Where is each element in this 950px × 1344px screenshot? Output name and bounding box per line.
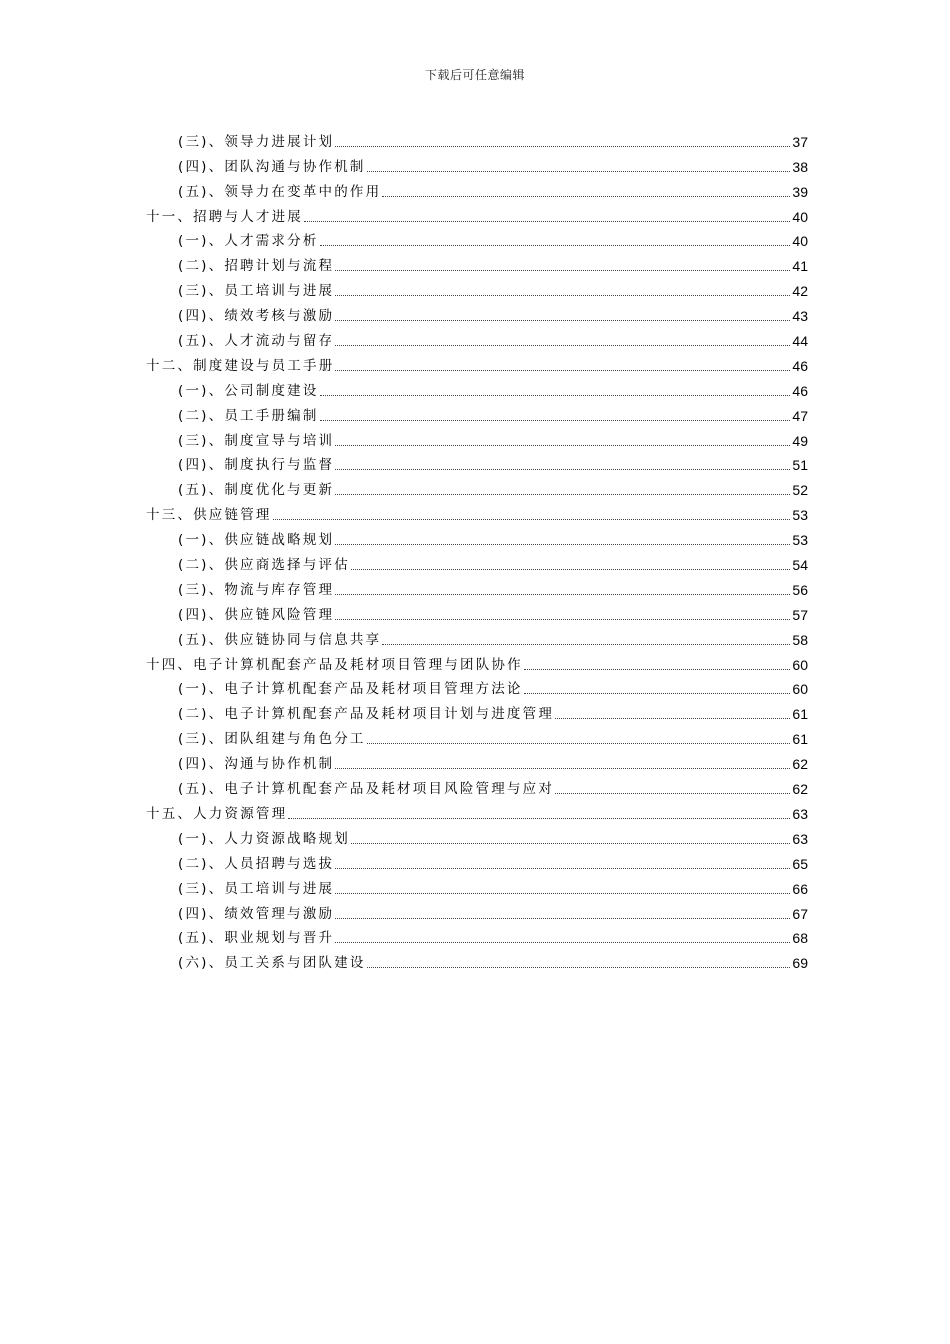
toc-entry[interactable] [146, 897, 808, 922]
toc-entry-page-number: 65 [792, 855, 808, 872]
toc-dot-leader [335, 344, 790, 346]
toc-dot-leader [335, 444, 790, 446]
toc-entry[interactable] [146, 125, 808, 150]
toc-entry-page-number: 61 [792, 706, 808, 723]
toc-entry[interactable] [146, 175, 808, 200]
toc-entry-page-number: 37 [792, 133, 808, 150]
toc-entry-title: (三)、领导力进展计划 [178, 133, 335, 150]
page-header: 下载后可任意编辑 [424, 68, 525, 82]
toc-entry[interactable] [146, 747, 808, 772]
toc-entry-page-number: 40 [792, 233, 808, 250]
toc-entry[interactable] [146, 299, 808, 324]
toc-entry-title: 十五、人力资源管理 [146, 805, 288, 822]
toc-dot-leader [335, 543, 790, 545]
toc-entry[interactable] [146, 946, 808, 971]
toc-entry-title: (三)、团队组建与角色分工 [178, 731, 366, 748]
toc-entry[interactable] [146, 822, 808, 847]
toc-entry-page-number: 40 [792, 208, 808, 225]
toc-entry-page-number: 51 [792, 457, 808, 474]
toc-entry-title: (三)、员工培训与进展 [178, 283, 335, 300]
toc-entry-title: (六)、员工关系与团队建设 [178, 955, 366, 972]
toc-dot-leader [304, 220, 790, 222]
toc-entry-title: (一)、人力资源战略规划 [178, 830, 350, 847]
toc-entry-title: (五)、电子计算机配套产品及耗材项目风险管理与应对 [178, 781, 555, 798]
toc-entry[interactable] [146, 623, 808, 648]
toc-entry-page-number: 68 [792, 930, 808, 947]
toc-dot-leader [320, 419, 791, 421]
toc-entry-page-number: 60 [792, 656, 808, 673]
toc-dot-leader [288, 817, 790, 819]
toc-entry[interactable] [146, 324, 808, 349]
toc-dot-leader [335, 593, 790, 595]
toc-dot-leader [335, 892, 790, 894]
toc-entry[interactable] [146, 349, 808, 374]
toc-entry-title: (五)、供应链协同与信息共享 [178, 631, 382, 648]
toc-entry[interactable] [146, 598, 808, 623]
toc-entry-title: (二)、招聘计划与流程 [178, 258, 335, 275]
toc-entry-title: (五)、人才流动与留存 [178, 333, 335, 350]
toc-entry-title: 十一、招聘与人才进展 [146, 208, 303, 225]
toc-dot-leader [335, 618, 790, 620]
toc-dot-leader [335, 917, 790, 919]
toc-dot-leader [335, 493, 790, 495]
toc-dot-leader [335, 468, 790, 470]
toc-dot-leader [367, 170, 791, 172]
toc-entry[interactable] [146, 872, 808, 897]
toc-entry[interactable] [146, 673, 808, 698]
toc-entry-page-number: 63 [792, 805, 808, 822]
toc-entry-page-number: 47 [792, 407, 808, 424]
toc-entry[interactable] [146, 722, 808, 747]
toc-entry-page-number: 38 [792, 158, 808, 175]
toc-entry-title: (二)、员工手册编制 [178, 407, 319, 424]
toc-dot-leader [555, 717, 790, 719]
toc-entry-page-number: 39 [792, 183, 808, 200]
toc-entry-page-number: 61 [792, 731, 808, 748]
toc-dot-leader [335, 145, 790, 147]
toc-entry-title: (一)、公司制度建设 [178, 382, 319, 399]
toc-entry-page-number: 49 [792, 432, 808, 449]
toc-entry[interactable] [146, 274, 808, 299]
toc-entry-title: 十二、制度建设与员工手册 [146, 357, 335, 374]
toc-entry[interactable] [146, 548, 808, 573]
toc-entry-page-number: 66 [792, 880, 808, 897]
toc-entry[interactable] [146, 449, 808, 474]
toc-entry-page-number: 69 [792, 955, 808, 972]
toc-entry-page-number: 54 [792, 557, 808, 574]
toc-entry-title: (一)、人才需求分析 [178, 233, 319, 250]
toc-entry-title: (三)、制度宣导与培训 [178, 432, 335, 449]
toc-entry-page-number: 42 [792, 283, 808, 300]
toc-dot-leader [367, 742, 791, 744]
toc-entry-title: (五)、制度优化与更新 [178, 482, 335, 499]
toc-entry-title: (一)、供应链战略规划 [178, 532, 335, 549]
toc-dot-leader [524, 692, 791, 694]
toc-entry-title: (二)、人员招聘与选拔 [178, 855, 335, 872]
toc-entry-page-number: 53 [792, 532, 808, 549]
toc-entry[interactable] [146, 200, 808, 225]
toc-entry-page-number: 43 [792, 308, 808, 325]
toc-dot-leader [382, 643, 790, 645]
toc-entry-page-number: 53 [792, 507, 808, 524]
toc-entry-page-number: 57 [792, 606, 808, 623]
toc-dot-leader [335, 269, 790, 271]
toc-entry-title: (四)、绩效管理与激励 [178, 905, 335, 922]
toc-entry[interactable] [146, 922, 808, 947]
toc-entry-title: (四)、供应链风险管理 [178, 606, 335, 623]
toc-entry[interactable] [146, 473, 808, 498]
toc-entry-page-number: 46 [792, 357, 808, 374]
toc-dot-leader [351, 568, 790, 570]
toc-dot-leader [320, 394, 791, 396]
toc-entry-page-number: 46 [792, 382, 808, 399]
toc-entry-title: 十三、供应链管理 [146, 507, 272, 524]
toc-dot-leader [382, 195, 790, 197]
toc-entry-title: (一)、电子计算机配套产品及耗材项目管理方法论 [178, 681, 523, 698]
toc-dot-leader [335, 941, 790, 943]
table-of-contents [146, 125, 808, 971]
toc-dot-leader [524, 668, 791, 670]
toc-entry-title: 十四、电子计算机配套产品及耗材项目管理与团队协作 [146, 656, 523, 673]
toc-entry[interactable] [146, 697, 808, 722]
toc-dot-leader [367, 966, 791, 968]
toc-entry[interactable] [146, 249, 808, 274]
toc-dot-leader [273, 518, 791, 520]
toc-entry[interactable] [146, 225, 808, 250]
toc-entry[interactable] [146, 772, 808, 797]
toc-entry[interactable] [146, 648, 808, 673]
toc-entry[interactable] [146, 374, 808, 399]
toc-entry-title: (二)、供应商选择与评估 [178, 557, 350, 574]
toc-entry-page-number: 62 [792, 781, 808, 798]
toc-entry[interactable] [146, 399, 808, 424]
toc-dot-leader [351, 842, 790, 844]
toc-entry[interactable] [146, 150, 808, 175]
toc-dot-leader [335, 319, 790, 321]
toc-dot-leader [555, 792, 790, 794]
toc-entry[interactable] [146, 573, 808, 598]
toc-entry[interactable] [146, 797, 808, 822]
toc-dot-leader [335, 767, 790, 769]
toc-entry-page-number: 41 [792, 258, 808, 275]
toc-entry[interactable] [146, 498, 808, 523]
toc-entry[interactable] [146, 424, 808, 449]
toc-entry[interactable] [146, 847, 808, 872]
toc-entry-title: (四)、团队沟通与协作机制 [178, 158, 366, 175]
toc-dot-leader [335, 294, 790, 296]
toc-entry-page-number: 67 [792, 905, 808, 922]
toc-entry-title: (二)、电子计算机配套产品及耗材项目计划与进度管理 [178, 706, 555, 723]
toc-entry-page-number: 52 [792, 482, 808, 499]
toc-entry-title: (四)、沟通与协作机制 [178, 756, 335, 773]
toc-dot-leader [320, 244, 791, 246]
toc-entry-page-number: 63 [792, 830, 808, 847]
toc-entry-title: (五)、领导力在变革中的作用 [178, 183, 382, 200]
toc-entry-title: (四)、制度执行与监督 [178, 457, 335, 474]
toc-entry-title: (三)、员工培训与进展 [178, 880, 335, 897]
toc-entry-page-number: 62 [792, 756, 808, 773]
toc-entry-title: (五)、职业规划与晋升 [178, 930, 335, 947]
toc-entry[interactable] [146, 523, 808, 548]
toc-dot-leader [335, 369, 790, 371]
toc-entry-title: (四)、绩效考核与激励 [178, 308, 335, 325]
toc-dot-leader [335, 867, 790, 869]
toc-entry-page-number: 60 [792, 681, 808, 698]
toc-entry-page-number: 44 [792, 333, 808, 350]
toc-entry-title: (三)、物流与库存管理 [178, 581, 335, 598]
toc-entry-page-number: 58 [792, 631, 808, 648]
toc-entry-page-number: 56 [792, 581, 808, 598]
